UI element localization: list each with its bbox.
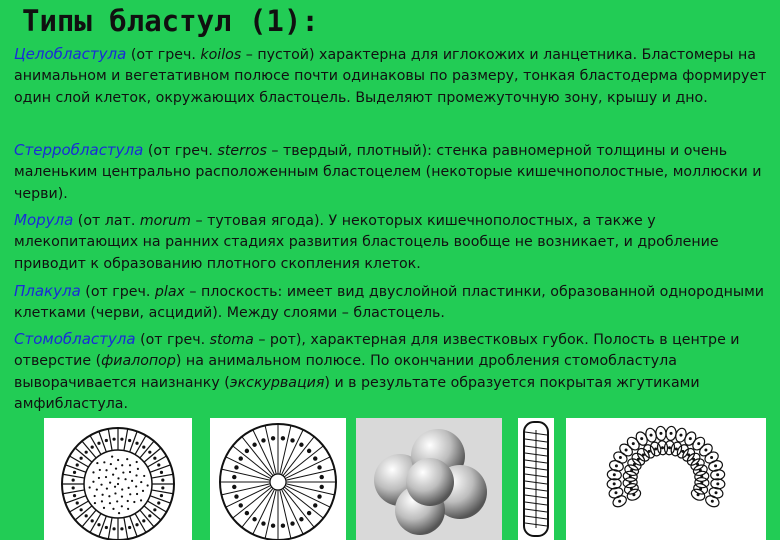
figure-stomoblastula	[566, 418, 766, 540]
stomoblastula-drawing	[566, 418, 766, 540]
coeloblastula-drawing	[44, 418, 192, 540]
paragraph-morula: Морула (от лат. morum – тутовая ягода). У некоторых кишечнополостных, а также у млекопитающих на ранних стадиях развития бластоцель вообще не возникает, и дробление приводит к образованию плотного скопления клеток.	[14, 211, 719, 272]
paragraph-sterroblastula: Стерробластула (от греч. sterros – твердый, плотный): стенка равномерной толщины и очень маленьким центрально расположенным бластоцелем (некоторые кишечнополостные, моллюски и черви).	[14, 141, 762, 202]
term-excurvation: экскурвация	[229, 374, 325, 391]
slide-title: Типы бластул (1):	[22, 4, 319, 38]
term-sterroblastula: Стерробластула	[14, 141, 144, 159]
figure-sterroblastula	[210, 418, 346, 540]
term-placula: Плакула	[14, 282, 81, 300]
paragraph-stomoblastula: Стомобластула (от греч. stoma – рот), характерная для известковых губок. Полость в центре и отверстие (фиалопор) на анимальном полюсе. По окончании дробления стомобластула выворачивается наизнанку (экскурвация) и в результате образуется покрытая жгутиками амфибластула.	[14, 330, 740, 412]
placula-drawing	[518, 418, 554, 540]
term-coeloblastula: Целобластула	[14, 45, 127, 63]
figure-placula	[518, 418, 554, 540]
figure-morula	[356, 418, 502, 540]
sterroblastula-drawing	[210, 418, 346, 540]
morula-drawing	[356, 418, 502, 540]
paragraph-coeloblastula: Целобластула (от греч. koilos – пустой) характерна для иглокожих и ланцетника. Бластомеры на анимальном и вегетативном полюсе почти одинаковы по размеру, тонкая бластодерма формирует один слой клеток, окружающих бластоцель. Выделяют промежуточную зону, крышу и дно.	[14, 45, 767, 106]
figure-coeloblastula	[44, 418, 192, 540]
paragraph-placula: Плакула (от греч. plax – плоскость: имеет вид двуслойной пластинки, образованной однородными клетками (черви, асцидий). Между слоями – бластоцель.	[14, 282, 765, 322]
term-stomoblastula: Стомобластула	[14, 330, 136, 348]
term-phialopore: фиалопор	[101, 353, 176, 370]
term-morula: Морула	[14, 211, 74, 229]
